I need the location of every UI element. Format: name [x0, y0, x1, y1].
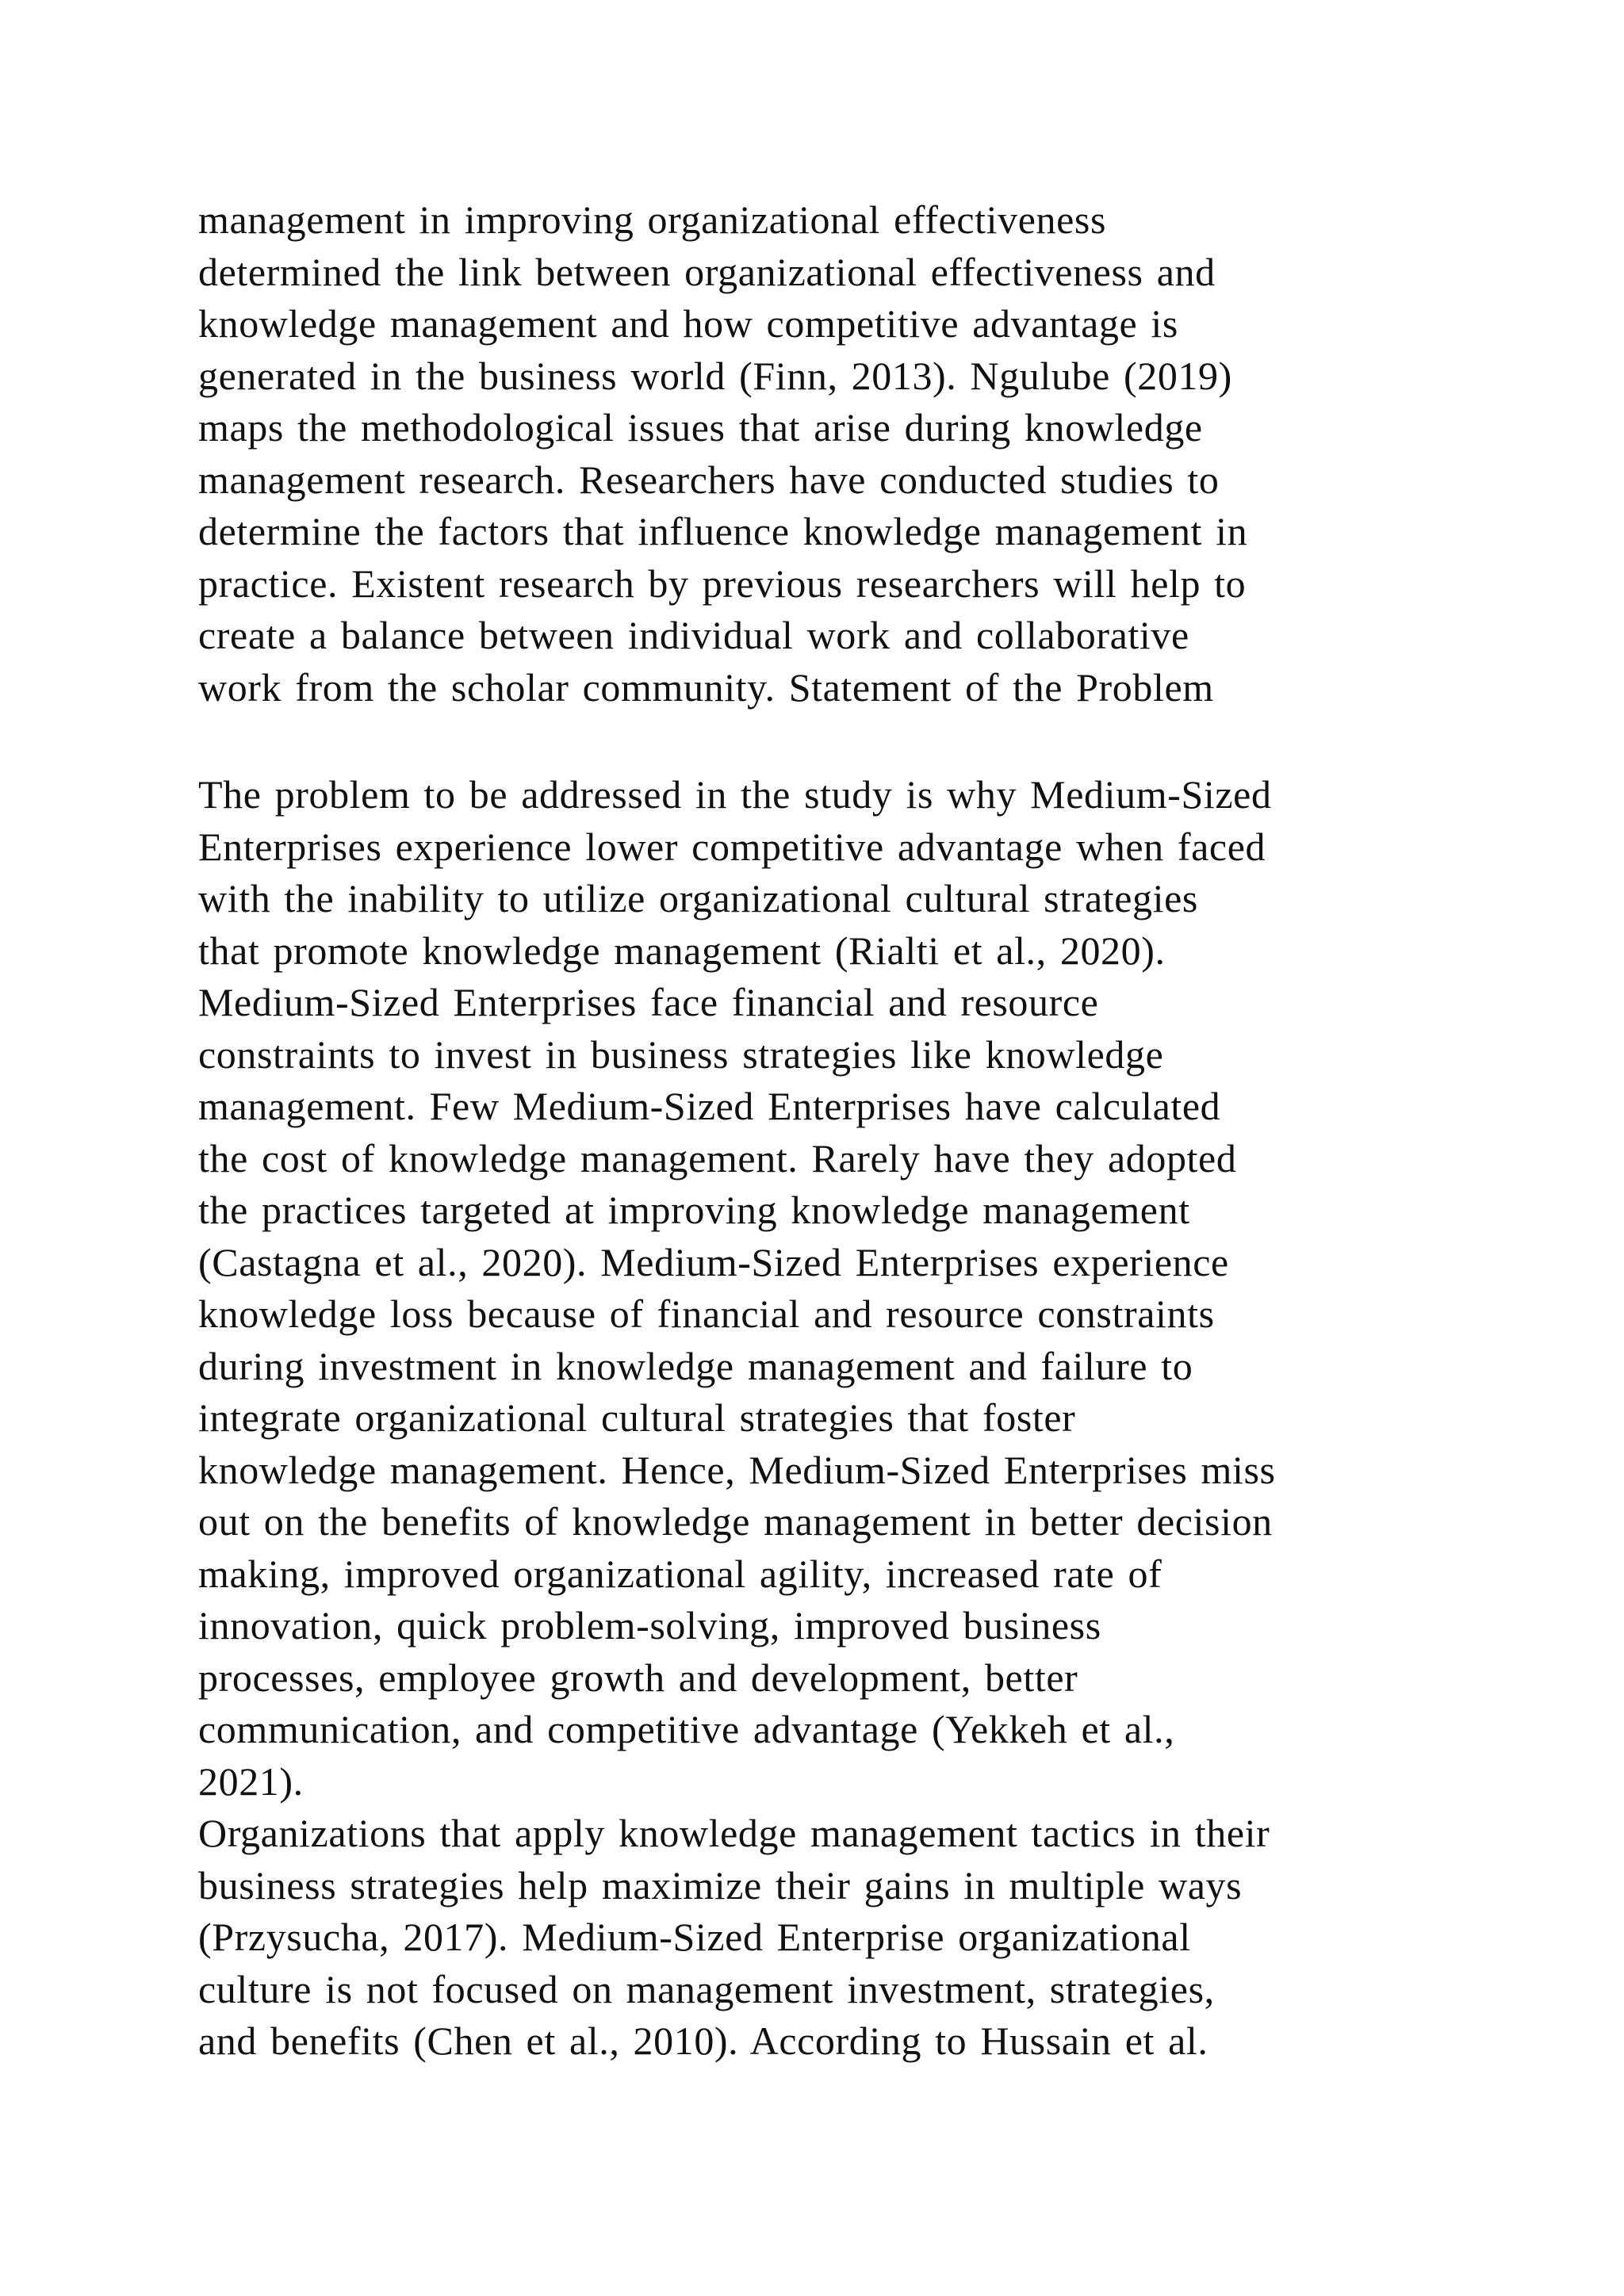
text-line: create a balance between individual work and collaborative: [198, 613, 1189, 657]
text-line: communication, and competitive advantage (Yekkeh et al.,: [198, 1707, 1175, 1751]
text-line: business strategies help maximize their gains in multiple ways: [198, 1862, 1243, 1908]
text-line: processes, employee growth and development, better: [198, 1655, 1078, 1700]
text-line: constraints to invest in business strategies like knowledge: [198, 1031, 1164, 1077]
paragraph-knowledge-management-research: [198, 194, 1467, 714]
text-line: knowledge loss because of financial and resource constraints: [198, 1292, 1215, 1336]
text-line: The problem to be addressed in the study is why Medium-Sized: [198, 772, 1272, 817]
text-line: during investment in knowledge management and failure to: [198, 1343, 1193, 1388]
text-line: (Castagna et al., 2020). Medium-Sized Enterprises experience: [198, 1239, 1229, 1284]
text-line: the cost of knowledge management. Rarely have they adopted: [198, 1135, 1237, 1181]
text-line: with the inability to utilize organizational cultural strategies: [198, 876, 1198, 920]
text-line: management. Few Medium-Sized Enterprises have calculated: [198, 1084, 1221, 1128]
text-line: culture is not focused on management investment, strategies,: [198, 1966, 1215, 2011]
text-line: determined the link between organizational effectiveness and: [198, 249, 1216, 294]
text-line: the practices targeted at improving knowledge management: [198, 1188, 1190, 1232]
text-line: making, improved organizational agility, increased rate of: [198, 1551, 1162, 1596]
text-line: knowledge management. Hence, Medium-Sized Enterprises miss: [198, 1447, 1276, 1492]
text-line: that promote knowledge management (Rialti et al., 2020).: [198, 928, 1166, 973]
text-line: Medium-Sized Enterprises face financial and resource: [198, 980, 1099, 1024]
text-line: and benefits (Chen et al., 2010). According to Hussain et al.: [198, 2019, 1208, 2063]
text-line: Enterprises experience lower competitive advantage when faced: [198, 824, 1266, 869]
text-line: determine the factors that influence knowledge management in: [198, 509, 1248, 553]
text-line: maps the methodological issues that arise during knowledge: [198, 405, 1203, 450]
text-line: management research. Researchers have conducted studies to: [198, 457, 1220, 502]
text-line: practice. Existent research by previous researchers will help to: [198, 561, 1247, 606]
text-line: management in improving organizational effectiveness: [198, 197, 1107, 242]
text-line: 2021).: [198, 1758, 304, 1804]
text-line: innovation, quick problem-solving, improved business: [198, 1603, 1101, 1647]
text-line: (Przysucha, 2017). Medium-Sized Enterprise organizational: [198, 1915, 1191, 1959]
text-line: work from the scholar community. Statement of the Problem: [198, 664, 1214, 710]
text-line: Organizations that apply knowledge management tactics in their: [198, 1811, 1270, 1855]
text-line: generated in the business world (Finn, 2013). Ngulube (2019): [198, 353, 1232, 398]
paragraph-statement-of-problem: [198, 769, 1467, 2068]
text-line: knowledge management and how competitive advantage is: [198, 301, 1178, 346]
text-line: integrate organizational cultural strategies that foster: [198, 1395, 1076, 1440]
text-line: out on the benefits of knowledge management in better decision: [198, 1499, 1273, 1544]
